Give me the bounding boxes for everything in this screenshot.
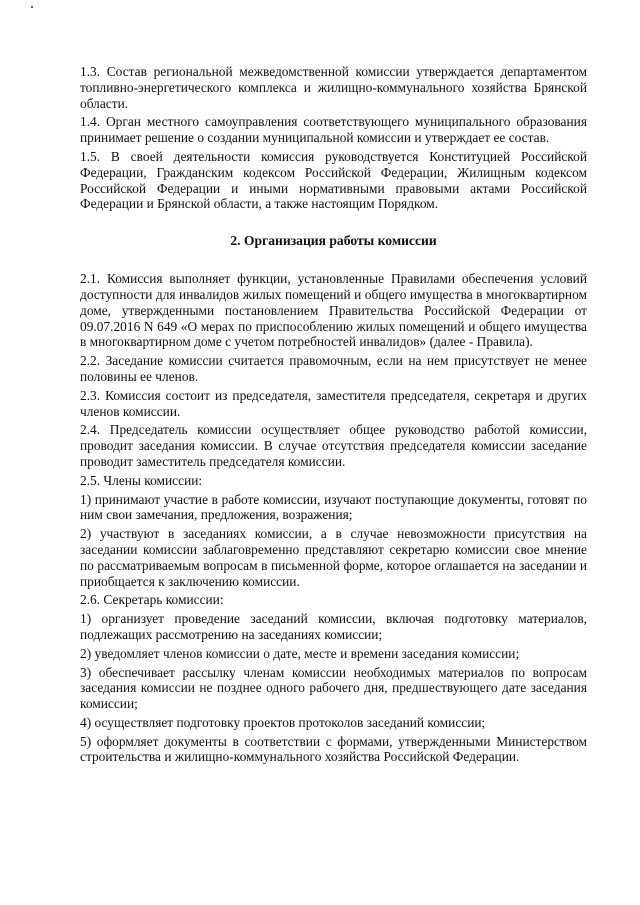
paragraph-1-3: 1.3. Состав региональной межведомственной комиссии утверждается департаментом топливно-энергетического комплекса и жилищно-коммунального хозяйства Брянской области.	[80, 64, 587, 111]
section-heading: 2. Организация работы комиссии	[230, 233, 437, 249]
paragraph-2-6: 2.6. Секретарь комиссии:	[80, 592, 224, 608]
paragraph-1-5: 1.5. В своей деятельности комиссия руководствуется Конституцией Российской Федерации, Гражданским кодексом Российской Федерации, Жилищным кодексом Российской Федерации и иными нормативными правовыми актами Российской Федерации и Брянской области, а также настоящим Порядком.	[80, 148, 587, 212]
paragraph-2-3: 2.3. Комиссия состоит из председателя, заместителя председателя, секретаря и других членов комиссии.	[80, 387, 587, 419]
paragraph-2-6-item-5: 5) оформляет документы в соответствии с формами, утвержденными Министерством строительства и жилищно-коммунального хозяйства Российской Федерации.	[80, 733, 587, 765]
paragraph-2-6-item-4: 4) осуществляет подготовку проектов протоколов заседаний комиссии;	[80, 714, 486, 730]
paragraph-2-5-item-2: 2) участвуют в заседаниях комиссии, а в случае невозможности присутствия на заседании комиссии заблаговременно представляют секретарю комиссии свое мнение по рассматриваемым вопросам в письменной форме, которое оглашается на заседании и приобщается к заключению комиссии.	[80, 526, 587, 589]
paragraph-2-5-item-1: 1) принимают участие в работе комиссии, изучают поступающие документы, готовят по ним свои замечания, предложения, возражения;	[80, 491, 587, 523]
document-page	[80, 64, 587, 768]
paragraph-2-6-item-3: 3) обеспечивает рассылку членам комиссии необходимых материалов по вопросам заседания комиссии не позднее одного рабочего дня, предшествующего дате заседания комиссии;	[80, 664, 587, 712]
paragraph-2-5: 2.5. Члены комиссии:	[80, 472, 203, 488]
paragraph-2-2: 2.2. Заседание комиссии считается правомочным, если на нем присутствует не менее половины ее членов.	[80, 353, 587, 384]
paragraph-2-6-item-1: 1) организует проведение заседаний комиссии, включая подготовку материалов, подлежащих рассмотрению на заседаниях комиссии;	[80, 611, 587, 642]
paragraph-2-6-item-2: 2) уведомляет членов комиссии о дате, месте и времени заседания комиссии;	[80, 645, 520, 661]
scan-speck	[31, 6, 33, 8]
paragraph-2-4: 2.4. Председатель комиссии осуществляет общее руководство работой комиссии, проводит заседания комиссии. В случае отсутствия председателя комиссии заседание проводит заместитель председателя комиссии.	[80, 422, 587, 469]
paragraph-2-1: 2.1. Комиссия выполняет функции, установленные Правилами обеспечения условий доступности для инвалидов жилых помещений и общего имущества в многоквартирном доме, утвержденными постановлением Правительства Российской Федерации от 09.07.2016 N 649 «О мерах по приспособлению жилых помещений и общего имущества в многоквартирном доме с учетом потребностей инвалидов» (далее - Правила).	[80, 271, 587, 350]
paragraph-1-4: 1.4. Орган местного самоуправления соответствующего муниципального образования принимает решение о создании муниципальной комиссии и утверждает ее состав.	[80, 114, 587, 146]
